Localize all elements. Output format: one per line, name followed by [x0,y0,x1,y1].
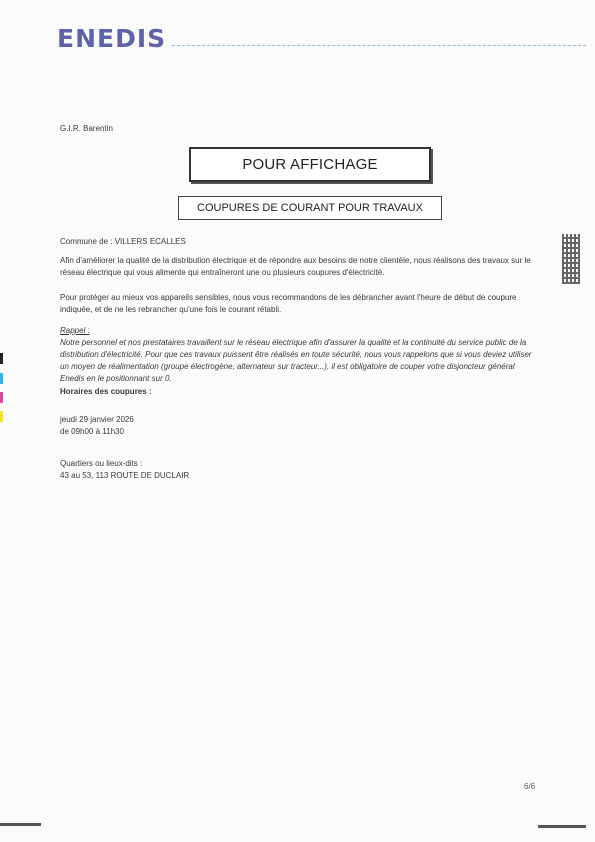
page-number: 6/6 [524,782,536,791]
outage-time: de 09h00 à 11h30 [60,427,124,436]
page-title: POUR AFFICHAGE [242,156,378,173]
intro-paragraph: Afin d'améliorer la qualité de la distribution électrique et de répondre aux besoins de notre clientèle, nous réalisons des travaux sur le réseau électrique qui vous alimente qui entraîneront une ou plusieurs coupures d'électricité. [60,256,531,277]
schedule-block [60,414,540,438]
areas-label: Quartiers ou lieux-dits : [60,459,143,468]
areas-block [60,458,540,482]
enedis-logo: ENEDIS [57,24,167,53]
print-mark-black [0,353,3,364]
header-dashed-rule [172,45,586,46]
reminder-title: Rappel : [60,326,90,335]
footer-bar-left [0,823,41,826]
print-mark-yellow [0,411,3,422]
reminder-text: Notre personnel et nos prestataires travaillent sur le réseau électrique afin d'assurer la qualité et la continuité du service public de la distribution d'électricité. Pour que ces travaux puissent être réalisés en toute sécurité, nous vous rappelons que si vous deviez utiliser un moyen de réalimentation (groupe électrogène, alternateur sur tracteur...), il est obligatoire de couper votre disjoncteur général Enedis en le positionnant sur 0. [60,338,532,383]
subtitle-box [178,196,442,220]
schedule-heading: Horaires des coupures : [60,387,152,396]
footer-bar-right [538,825,586,828]
print-mark-magenta [0,392,3,403]
outage-date: jeudi 29 janvier 2026 [60,415,134,424]
page-subtitle: COUPURES DE COURANT POUR TRAVAUX [197,202,423,214]
areas-value: 43 au 53, 113 ROUTE DE DUCLAIR [60,471,190,480]
advice-paragraph: Pour protéger au mieux vos appareils sensibles, nous vous recommandons de les débrancher avant l'heure de début de coupure indiquée, et de ne les rebrancher qu'une fois le courant rétabli. [60,293,517,314]
commune-line: Commune de : VILLERS ECALLES [60,237,186,246]
reminder-block [60,325,540,385]
title-box [189,147,431,182]
print-mark-cyan [0,373,3,384]
agency-name: G.I.R. Barentin [60,124,113,133]
datamatrix-code [562,234,580,284]
